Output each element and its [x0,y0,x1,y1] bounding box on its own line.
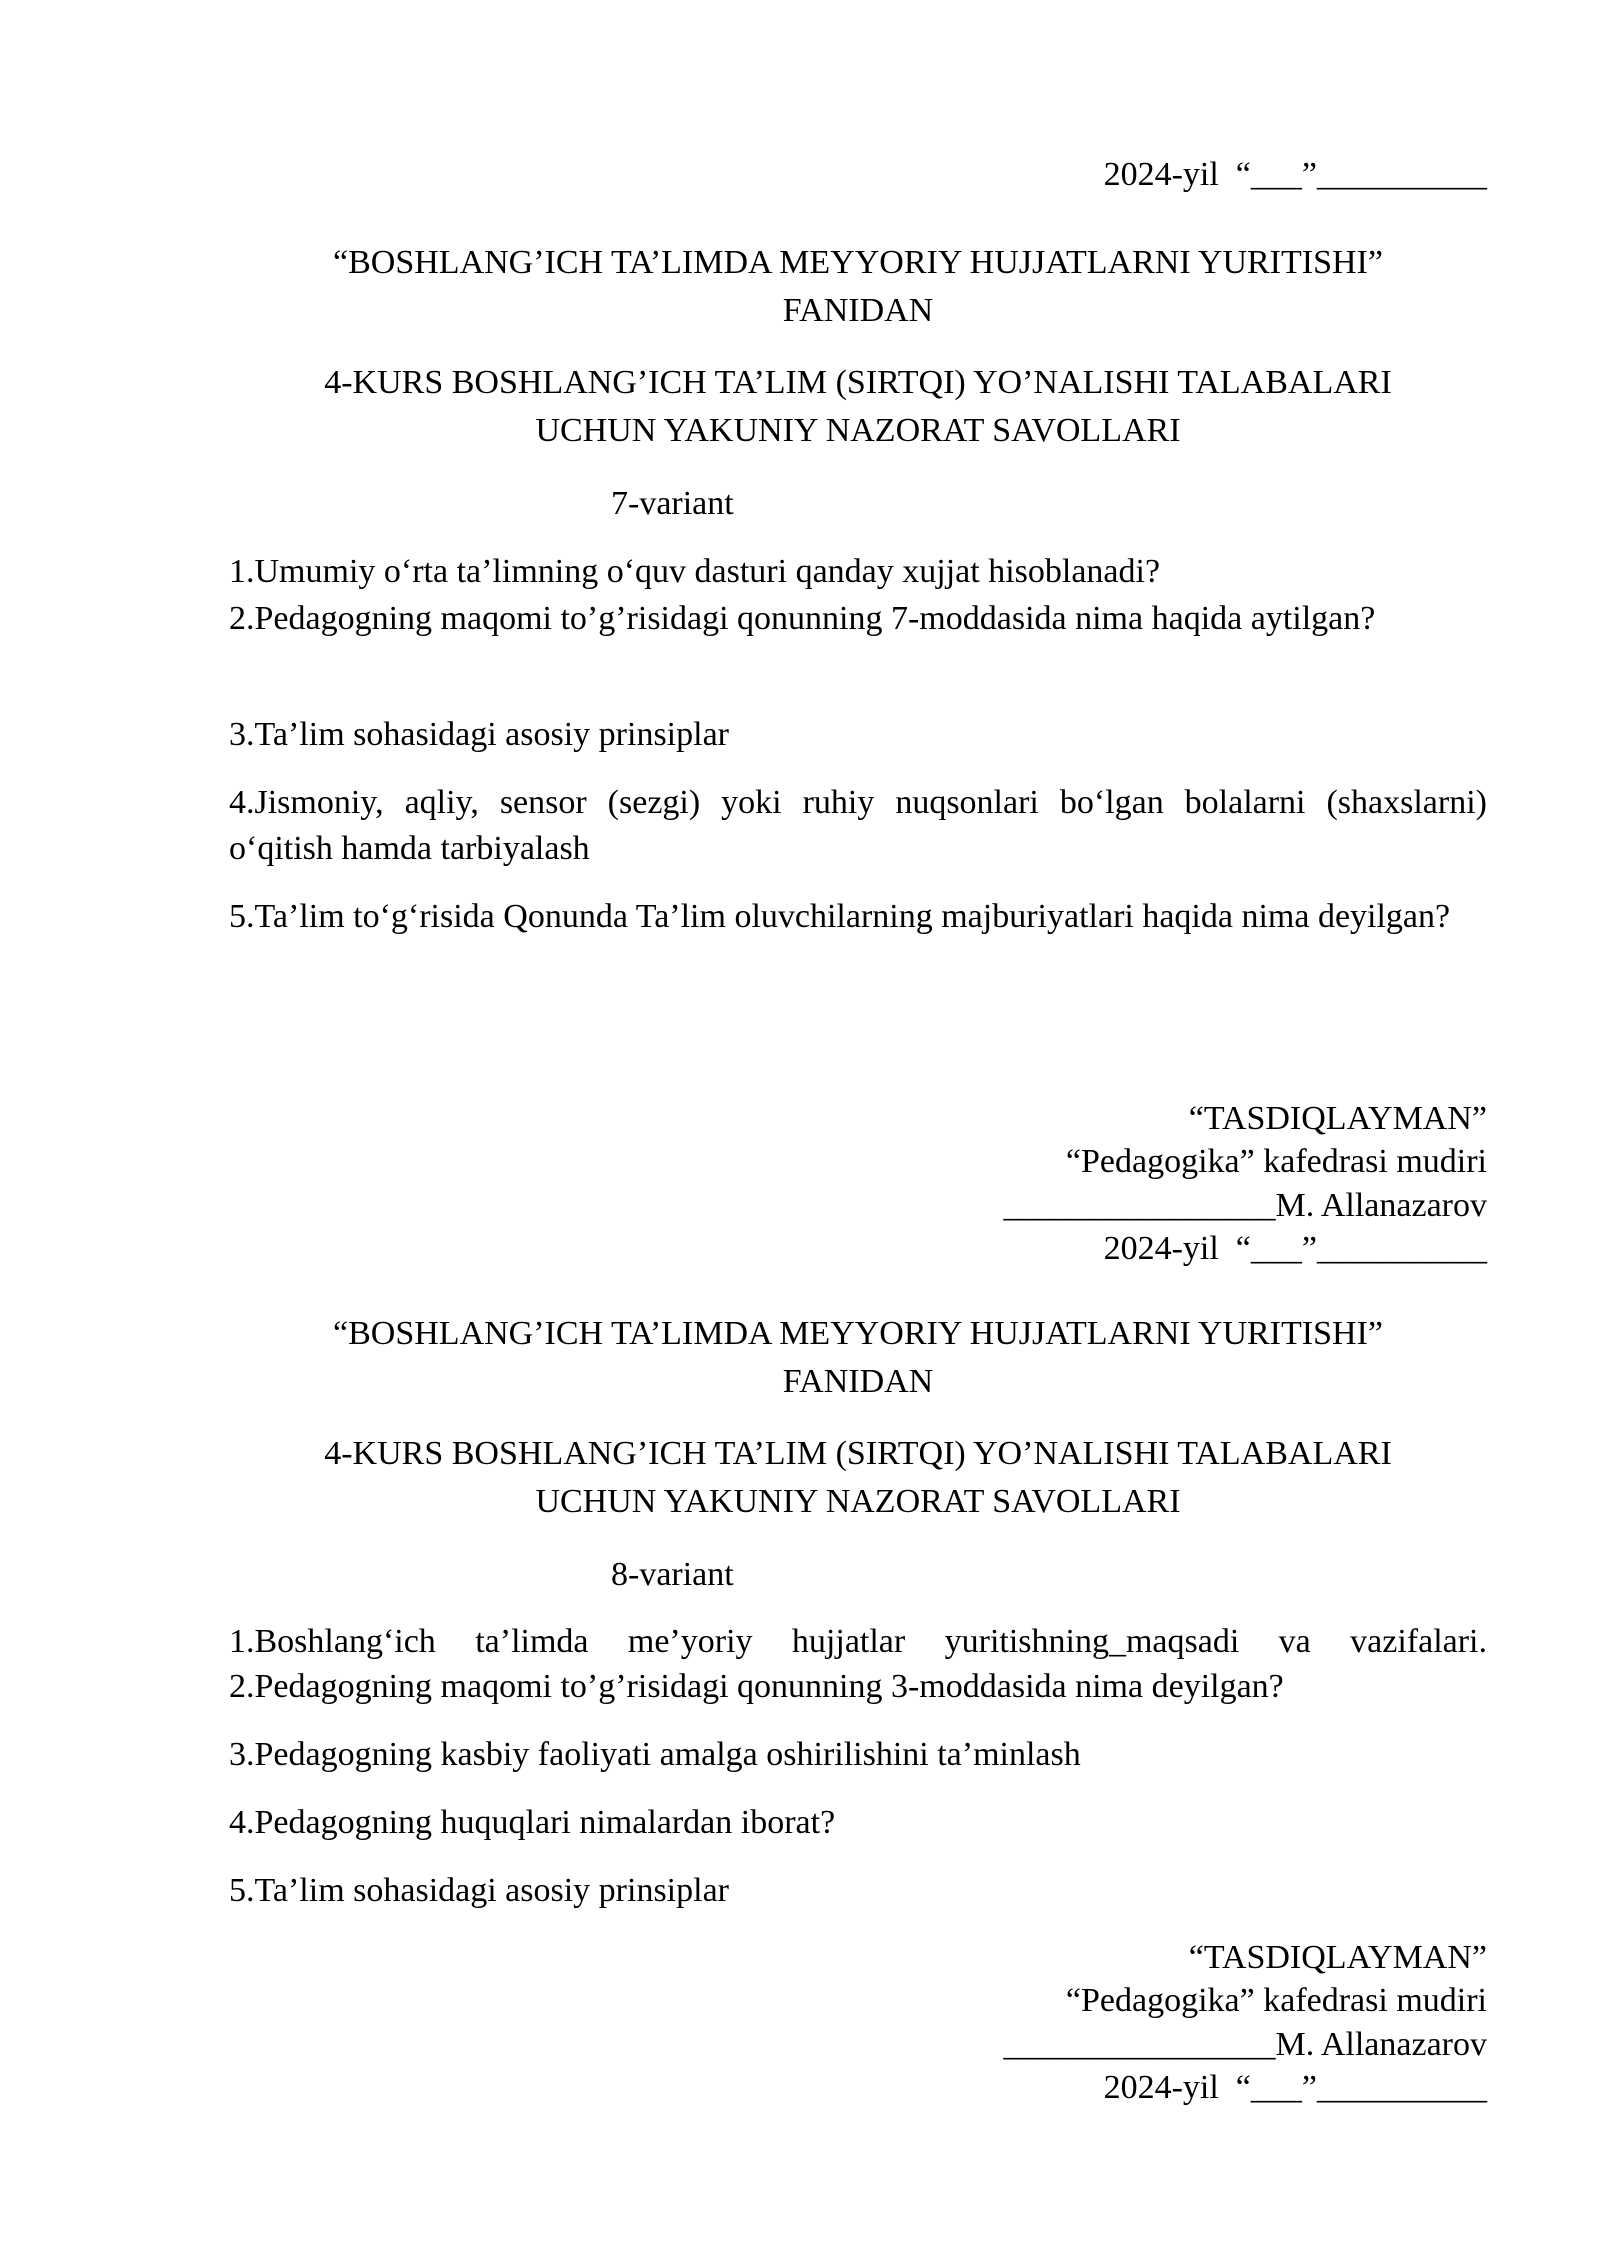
approval-date: 2024-yil “___”__________ [1103,1230,1487,1267]
date-line-top: 2024-yil “___”__________ [1103,156,1487,193]
variant-label: 7-variant [611,485,734,522]
approval-position: “Pedagogika” kafedrasi mudiri [1065,1982,1487,2019]
subtitle-line1: 4-KURS BOSHLANG’ICH TA’LIM (SIRTQI) YO’NALISHI TALABALARI [324,1435,1392,1472]
subtitle-line1: 4-KURS BOSHLANG’ICH TA’LIM (SIRTQI) YO’NALISHI TALABALARI [324,364,1392,401]
question-1: 1.Boshlang‘ich ta’limda me’yoriy hujjatlar yuritishning_maqsadi va vazifalari. [229,1623,1487,1660]
approval-signature: ________________M. Allanazarov [1003,1187,1487,1224]
variant-label: 8-variant [611,1556,734,1593]
course-title-line1: “BOSHLANG’ICH TA’LIMDA MEYYORIY HUJJATLARNI YURITISHI” [333,244,1383,281]
question-4: 4.Pedagogning huquqlari nimalardan iborat? [229,1804,836,1841]
course-title-line2: FANIDAN [782,1363,934,1400]
course-title-line1: “BOSHLANG’ICH TA’LIMDA MEYYORIY HUJJATLARNI YURITISHI” [333,1315,1383,1352]
question-1: 1.Umumiy o‘rta ta’limning o‘quv dasturi qanday xujjat hisoblanadi? [229,553,1161,590]
question-3: 3.Pedagogning kasbiy faoliyati amalga oshirilishini ta’minlash [229,1736,1081,1773]
approval-heading: “TASDIQLAYMAN” [1188,1939,1487,1976]
question-2: 2.Pedagogning maqomi to’g’risidagi qonunning 3-moddasida nima deyilgan? [229,1668,1284,1705]
question-3: 3.Ta’lim sohasidagi asosiy prinsiplar [229,716,729,753]
question-5: 5.Ta’lim to‘g‘risida Qonunda Ta’lim oluvchilarning majburiyatlari haqida nima deyilgan? [229,898,1451,935]
approval-heading: “TASDIQLAYMAN” [1188,1100,1487,1137]
approval-signature: ________________M. Allanazarov [1003,2026,1487,2063]
question-5: 5.Ta’lim sohasidagi asosiy prinsiplar [229,1872,729,1909]
question-4: 4.Jismoniy, aqliy, sensor (sezgi) yoki ruhiy nuqsonlari bo‘lgan bolalarni (shaxslarni) o‘qitish hamda tarbiyalash [229,784,1487,867]
subtitle-line2: UCHUN YAKUNIY NAZORAT SAVOLLARI [535,1483,1181,1520]
approval-position: “Pedagogika” kafedrasi mudiri [1065,1143,1487,1180]
subtitle-line2: UCHUN YAKUNIY NAZORAT SAVOLLARI [535,412,1181,449]
approval-date: 2024-yil “___”__________ [1103,2069,1487,2106]
course-title-line2: FANIDAN [782,292,934,329]
question-2: 2.Pedagogning maqomi to’g’risidagi qonunning 7-moddasida nima haqida aytilgan? [229,600,1376,637]
